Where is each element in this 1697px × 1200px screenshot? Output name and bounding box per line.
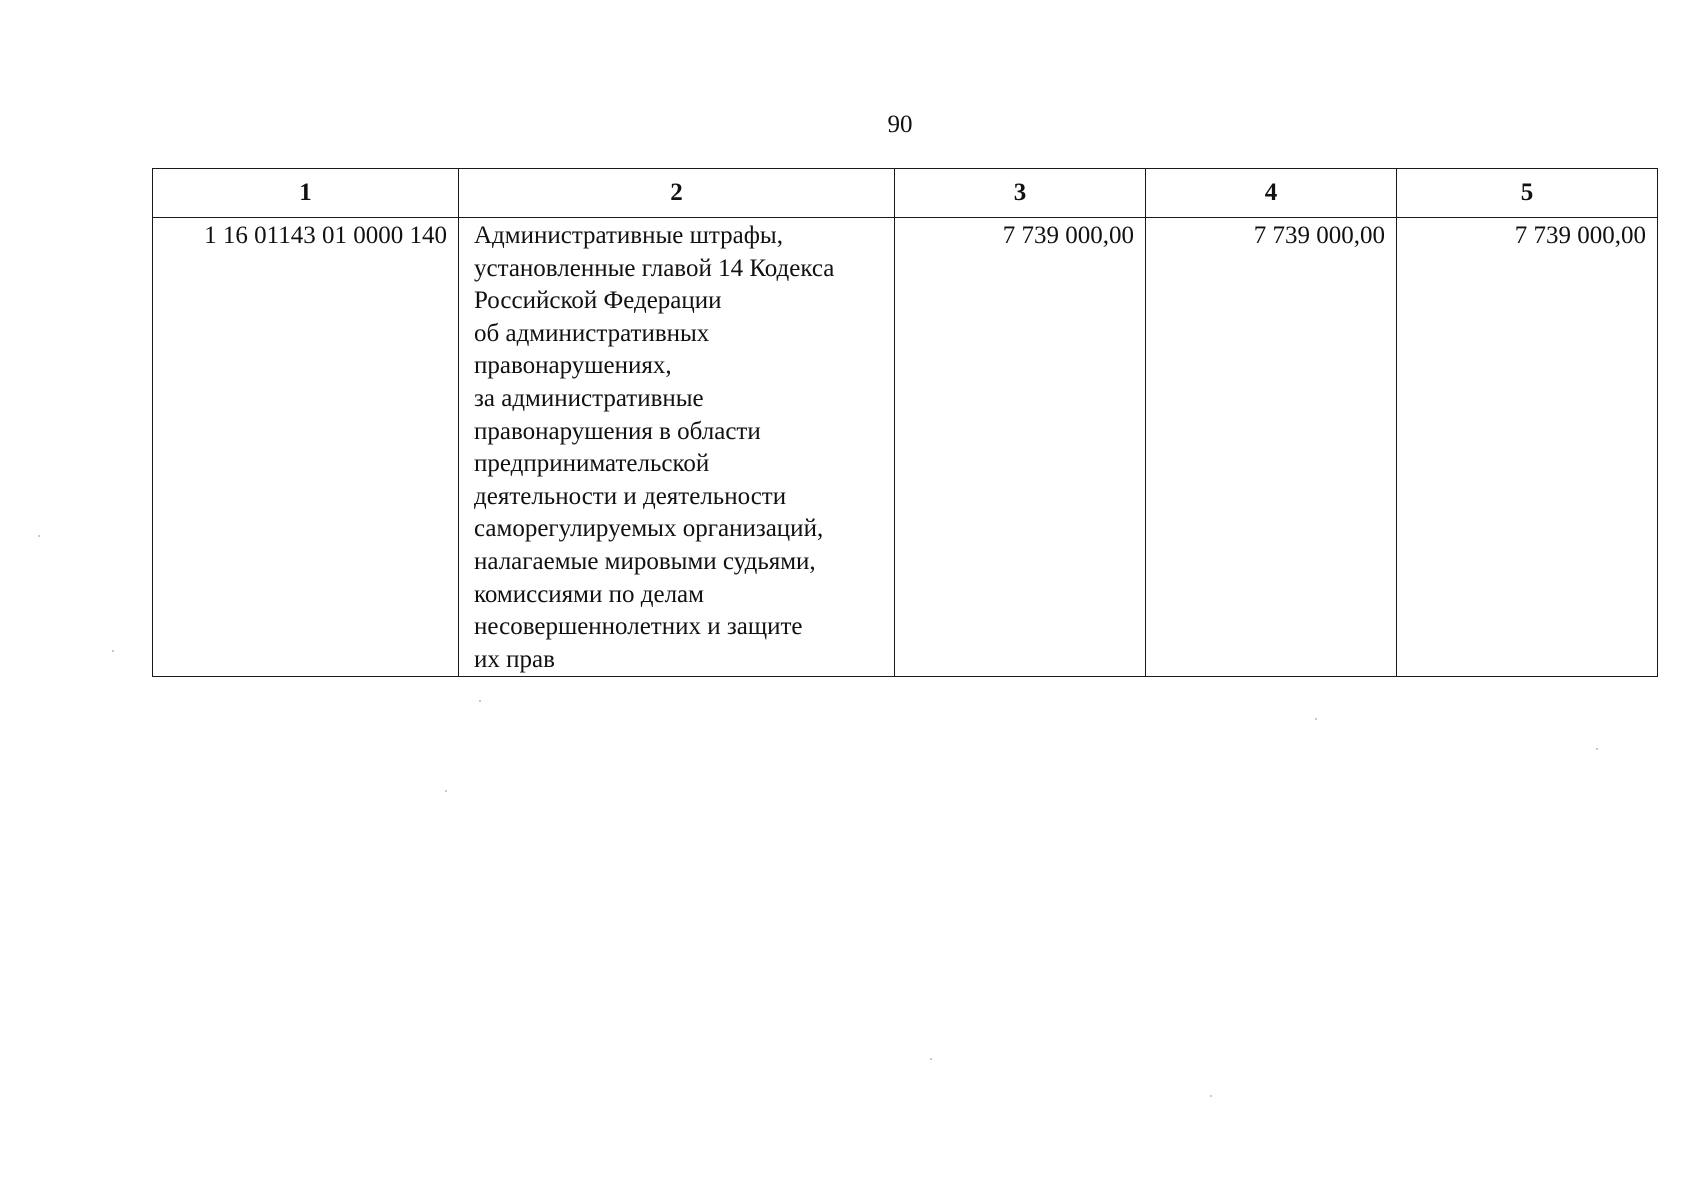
amount-column-4: 7 739 000,00 (1146, 218, 1397, 677)
revenue-name-line: правонарушениях, (474, 352, 672, 380)
revenue-name-line: их прав (474, 645, 555, 673)
scan-speck (1596, 748, 1598, 750)
revenue-name-line: деятельности и деятельности (474, 482, 787, 510)
revenue-name-line: за административные (474, 384, 704, 412)
scan-speck (112, 650, 114, 652)
revenue-name-line: саморегулируемых организаций, (474, 515, 824, 543)
amount-column-5: 7 739 000,00 (1397, 218, 1658, 677)
revenue-name-line: об административных (474, 319, 710, 347)
scan-speck (1315, 718, 1317, 720)
budget-classification-code: 1 16 01143 01 0000 140 (153, 218, 459, 677)
scan-speck (930, 1058, 932, 1060)
table-row (153, 218, 1658, 677)
column-header-2: 2 (459, 169, 895, 218)
revenue-name-line: налагаемые мировыми судьями, (474, 547, 816, 575)
scan-speck (1210, 1095, 1212, 1097)
column-header-4: 4 (1146, 169, 1397, 218)
revenue-name (459, 218, 895, 677)
column-header-1: 1 (153, 169, 459, 218)
column-header-3: 3 (895, 169, 1146, 218)
revenue-name-line: правонарушения в области (474, 417, 761, 445)
page-number: 90 (887, 111, 913, 138)
scan-speck (479, 700, 481, 702)
revenue-name-line: комиссиями по делам (474, 580, 704, 608)
revenue-name-line: Административные штрафы, (474, 222, 783, 249)
column-header-5: 5 (1397, 169, 1658, 218)
scan-speck (445, 790, 447, 792)
revenue-name-line: предпринимательской (474, 450, 710, 478)
amount-column-3: 7 739 000,00 (895, 218, 1146, 677)
table-header-row (153, 169, 1658, 218)
revenue-table (152, 168, 1658, 677)
scan-speck (38, 535, 40, 537)
revenue-name-line: установленные главой 14 Кодекса (474, 254, 835, 282)
revenue-name-line: Российской Федерации (474, 287, 722, 315)
revenue-name-line: несовершеннолетних и защите (474, 613, 803, 641)
